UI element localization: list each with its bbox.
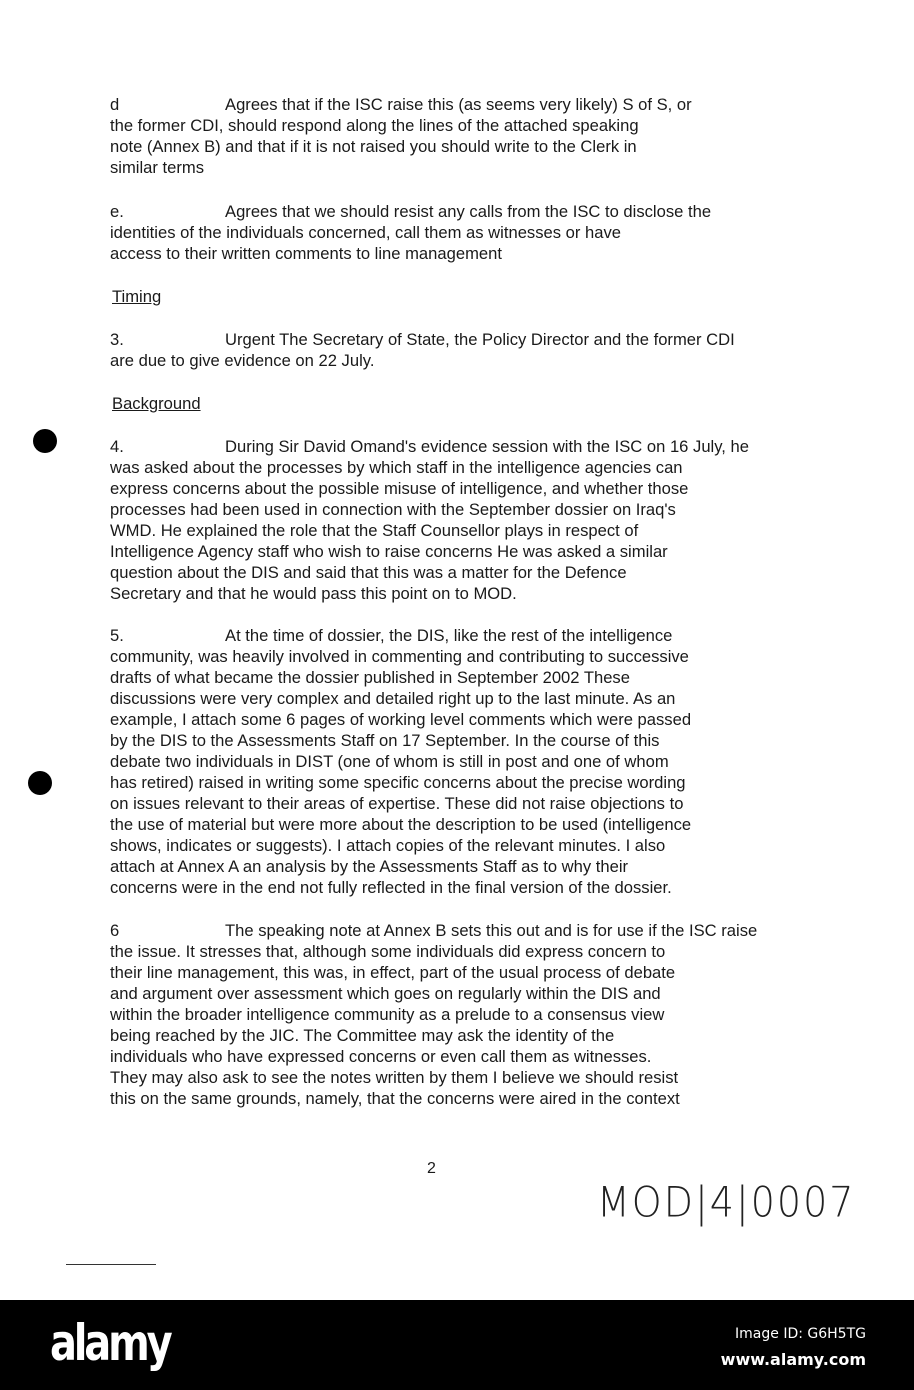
line-text: note (Annex B) and that if it is not raised you should write to the Clerk in xyxy=(110,137,637,156)
paragraph-3 xyxy=(110,329,735,371)
text-line xyxy=(110,499,749,520)
text-line xyxy=(110,835,691,856)
image-id: Image ID: G6H5TG xyxy=(735,1326,866,1342)
line-text: this on the same grounds, namely, that the concerns were aired in the context xyxy=(110,1089,680,1108)
text-line xyxy=(110,157,692,178)
line-text: are due to give evidence on 22 July. xyxy=(110,351,375,370)
paragraph-d xyxy=(110,94,692,178)
text-line xyxy=(110,222,711,243)
footer-rule xyxy=(66,1264,156,1265)
line-text: They may also ask to see the notes written by them I believe we should resist xyxy=(110,1068,679,1087)
line-text: debate two individuals in DIST (one of whom is still in post and one of whom xyxy=(110,752,669,771)
paragraph-label: 4. xyxy=(110,437,124,456)
page-number: 2 xyxy=(427,1160,436,1177)
line-text: on issues relevant to their areas of expertise. These did not raise objections to xyxy=(110,794,684,813)
line-text: question about the DIS and said that this was a matter for the Defence xyxy=(110,563,627,582)
line-text: was asked about the processes by which staff in the intelligence agencies can xyxy=(110,458,683,477)
line-text: The speaking note at Annex B sets this out and is for use if the ISC raise xyxy=(225,921,758,940)
line-text: Agrees that we should resist any calls from the ISC to disclose the xyxy=(225,202,712,221)
alamy-logo: alamy xyxy=(50,1314,170,1372)
text-line xyxy=(110,94,692,115)
text-line xyxy=(110,941,757,962)
text-line xyxy=(110,983,757,1004)
text-line xyxy=(110,793,691,814)
text-line xyxy=(110,730,691,751)
site-url: www.alamy.com xyxy=(720,1350,866,1369)
watermark-footer xyxy=(0,1300,914,1390)
line-text: access to their written comments to line management xyxy=(110,244,502,263)
text-line xyxy=(110,1088,757,1109)
line-text: discussions were very complex and detailed right up to the last minute. As an xyxy=(110,689,676,708)
text-line xyxy=(110,457,749,478)
text-line xyxy=(110,688,691,709)
text-line xyxy=(110,856,691,877)
line-text: concerns were in the end not fully reflected in the final version of the dossier. xyxy=(110,878,672,897)
line-text: shows, indicates or suggests). I attach copies of the relevant minutes. I also xyxy=(110,836,666,855)
paragraph-label: e. xyxy=(110,202,124,221)
line-text: WMD. He explained the role that the Staff Counsellor plays in respect of xyxy=(110,521,639,540)
line-text: community, was heavily involved in commenting and contributing to successive xyxy=(110,647,689,666)
text-line xyxy=(110,478,749,499)
text-line xyxy=(110,329,735,350)
text-line xyxy=(110,962,757,983)
heading-timing: Timing xyxy=(112,287,162,306)
line-text: Urgent The Secretary of State, the Policy Director and the former CDI xyxy=(225,330,735,349)
line-text: within the broader intelligence community as a prelude to a consensus view xyxy=(110,1005,665,1024)
text-line xyxy=(110,1004,757,1025)
line-text: During Sir David Omand's evidence session with the ISC on 16 July, he xyxy=(225,437,749,456)
line-text: the use of material but were more about the description to be used (intelligence xyxy=(110,815,692,834)
text-line xyxy=(110,1046,757,1067)
text-line xyxy=(110,1025,757,1046)
line-text: Secretary and that he would pass this point on to MOD. xyxy=(110,584,517,603)
paragraph-label: 6 xyxy=(110,921,120,940)
text-line xyxy=(110,709,691,730)
line-text: At the time of dossier, the DIS, like the rest of the intelligence xyxy=(225,626,673,645)
line-text: Intelligence Agency staff who wish to raise concerns He was asked a similar xyxy=(110,542,668,561)
paragraph-label: d xyxy=(110,95,120,114)
line-text: by the DIS to the Assessments Staff on 17 September. In the course of this xyxy=(110,731,660,750)
line-text: similar terms xyxy=(110,158,205,177)
line-text: the issue. It stresses that, although some individuals did express concern to xyxy=(110,942,666,961)
text-line xyxy=(110,541,749,562)
text-line xyxy=(110,814,691,835)
line-text: drafts of what became the dossier published in September 2002 These xyxy=(110,668,630,687)
text-line xyxy=(110,772,691,793)
line-text: and argument over assessment which goes on regularly within the DIS and xyxy=(110,984,661,1003)
punch-hole-mark xyxy=(33,429,57,453)
text-line xyxy=(110,562,749,583)
paragraph-e xyxy=(110,201,711,264)
text-line xyxy=(110,136,692,157)
line-text: has retired) raised in writing some specific concerns about the precise wording xyxy=(110,773,686,792)
handwritten-reference: MOD|4|0007 xyxy=(597,1177,856,1227)
text-line xyxy=(110,1067,757,1088)
text-line xyxy=(110,115,692,136)
text-line xyxy=(110,201,711,222)
paragraph-label: 3. xyxy=(110,330,124,349)
line-text: Agrees that if the ISC raise this (as seems very likely) S of S, or xyxy=(225,95,692,114)
line-text: example, I attach some 6 pages of working level comments which were passed xyxy=(110,710,692,729)
line-text: processes had been used in connection with the September dossier on Iraq's xyxy=(110,500,676,519)
paragraph-4 xyxy=(110,436,749,604)
line-text: being reached by the JIC. The Committee may ask the identity of the xyxy=(110,1026,615,1045)
text-line xyxy=(110,243,711,264)
line-text: express concerns about the possible misuse of intelligence, and whether those xyxy=(110,479,689,498)
text-line xyxy=(110,520,749,541)
paragraph-5 xyxy=(110,625,691,898)
line-text: their line management, this was, in effect, part of the usual process of debate xyxy=(110,963,676,982)
line-text: attach at Annex A an analysis by the Assessments Staff as to why their xyxy=(110,857,629,876)
paragraph-label: 5. xyxy=(110,626,124,645)
line-text: individuals who have expressed concerns or even call them as witnesses. xyxy=(110,1047,652,1066)
text-line xyxy=(110,920,757,941)
line-text: the former CDI, should respond along the lines of the attached speaking xyxy=(110,116,639,135)
paragraph-6 xyxy=(110,920,757,1109)
heading-background: Background xyxy=(112,394,201,413)
text-line xyxy=(110,667,691,688)
punch-hole-mark xyxy=(28,771,52,795)
line-text: identities of the individuals concerned, call them as witnesses or have xyxy=(110,223,621,242)
text-line xyxy=(110,646,691,667)
text-line xyxy=(110,350,735,371)
text-line xyxy=(110,625,691,646)
text-line xyxy=(110,436,749,457)
text-line xyxy=(110,877,691,898)
text-line xyxy=(110,583,749,604)
text-line xyxy=(110,751,691,772)
